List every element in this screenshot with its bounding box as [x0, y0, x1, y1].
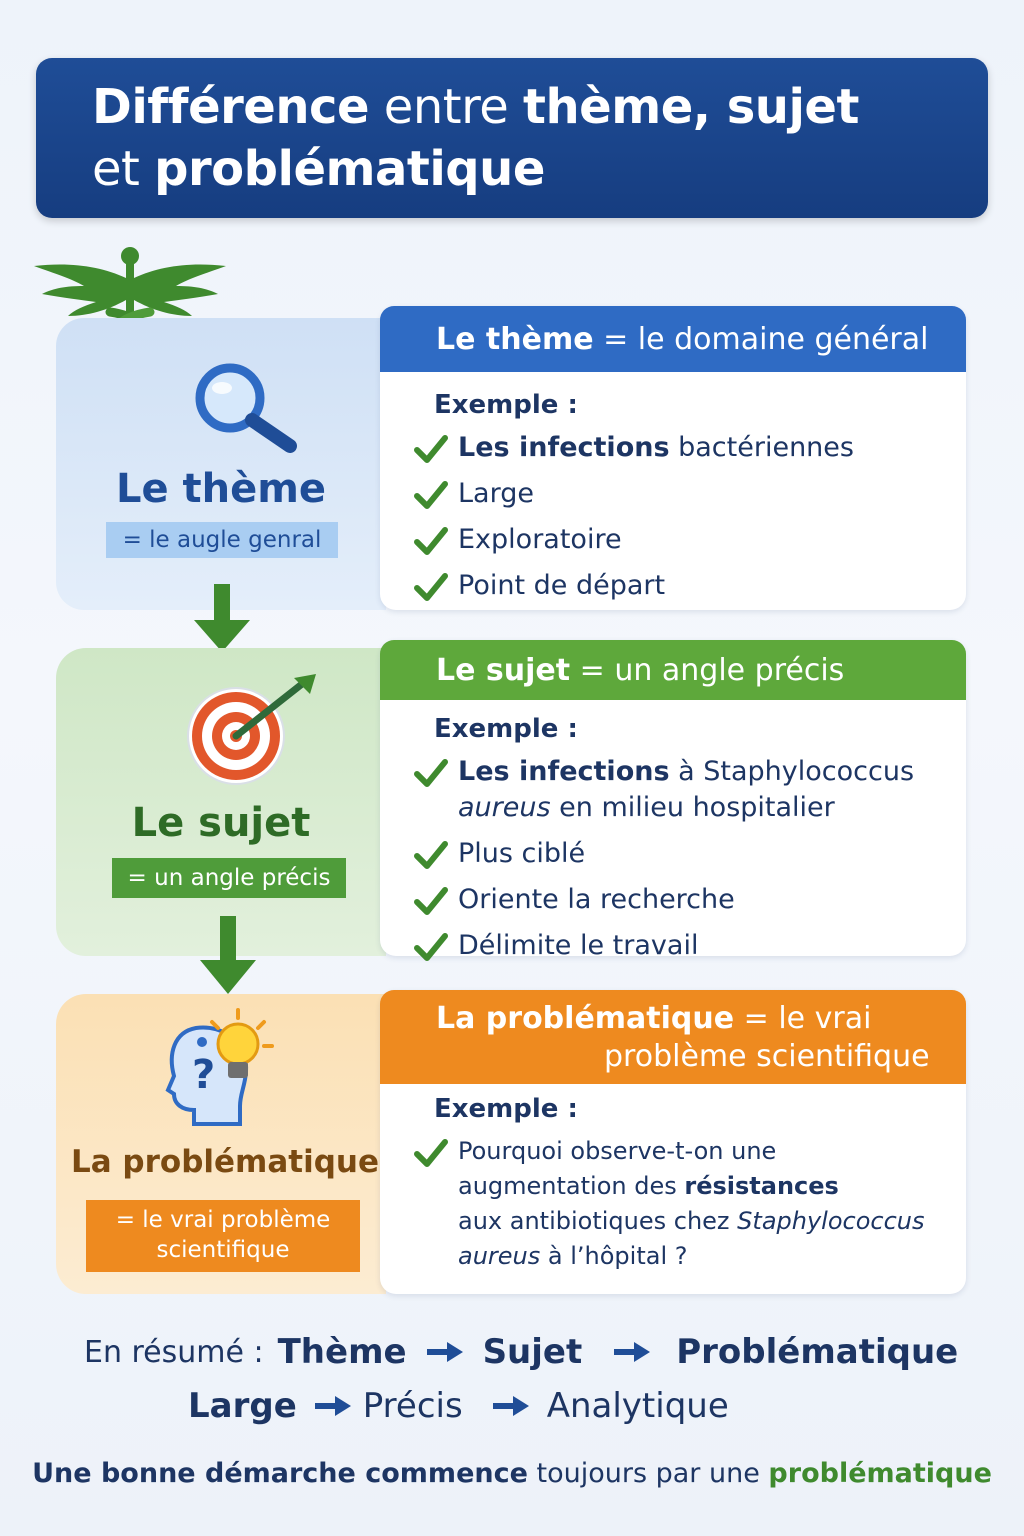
summary-problematique: Problématique [676, 1332, 959, 1372]
summary-label: En résumé : [84, 1334, 264, 1370]
problematique-panel-title: La problématique [70, 1144, 380, 1180]
target-icon [176, 672, 326, 788]
sujet-panel-title: Le sujet [131, 800, 311, 846]
problematique-section [56, 990, 966, 1294]
problematique-header-bold: La problématique [436, 1001, 735, 1036]
title-part-1: Différence [92, 79, 370, 135]
sujet-example-label: Exemple : [434, 714, 578, 744]
title-part-3: thème, sujet [523, 79, 859, 135]
theme-item-2 [414, 476, 966, 512]
problematique-card [380, 990, 966, 1294]
theme-item-4-text: Point de départ [458, 570, 666, 601]
theme-example-label: Exemple : [434, 390, 578, 420]
theme-section [56, 306, 966, 610]
theme-item-3 [414, 522, 966, 558]
theme-card [380, 306, 966, 610]
footer-green: problématique [768, 1458, 992, 1489]
check-icon [414, 932, 448, 962]
theme-panel-pill: = le augle genral [106, 522, 338, 558]
problematique-q-italic-1: Staphylococcus [737, 1207, 925, 1235]
theme-item-3-text: Exploratoire [458, 524, 622, 555]
sujet-item-2 [414, 836, 966, 872]
check-icon [414, 434, 448, 464]
theme-card-body [380, 372, 966, 604]
sujet-header-rest: = un angle précis [579, 653, 845, 688]
problematique-example-label: Exemple : [434, 1094, 578, 1124]
problematique-panel-pill [86, 1200, 360, 1272]
check-icon [414, 480, 448, 510]
arrow-right-icon [313, 1394, 353, 1418]
arrow-right-icon [612, 1340, 652, 1364]
sujet-item-1-italic: aureus [458, 792, 551, 823]
footer-bold: Une bonne démarche commence [32, 1458, 528, 1489]
problematique-header-line-2: problème scientifique [604, 1039, 930, 1074]
sujet-card-body [380, 700, 966, 964]
sujet-card [380, 640, 966, 961]
title-part-4: et [92, 141, 140, 197]
check-icon [414, 526, 448, 556]
summary-analytique: Analytique [546, 1386, 729, 1426]
check-icon [414, 886, 448, 916]
title-part-2: entre [383, 79, 509, 135]
sujet-panel-pill: = un angle précis [112, 858, 346, 898]
check-icon [414, 1138, 448, 1168]
theme-header-bold: Le thème [436, 322, 594, 357]
sujet-item-4-text: Délimite le travail [458, 930, 699, 961]
problematique-q-line-2: augmentation des [458, 1172, 677, 1200]
arrow-down-icon [196, 916, 260, 996]
sujet-item-1 [414, 754, 966, 826]
theme-item-4 [414, 568, 966, 604]
title-line-2 [92, 138, 932, 200]
arrow-right-icon [425, 1340, 465, 1364]
theme-item-1 [414, 430, 966, 466]
summary-row-2 [0, 1386, 1024, 1426]
check-icon [414, 572, 448, 602]
theme-panel-title: Le thème [115, 466, 327, 512]
sujet-header-bold: Le sujet [436, 653, 571, 688]
theme-item-2-text: Large [458, 478, 534, 509]
magnifier-icon [186, 358, 306, 454]
sujet-section [56, 640, 966, 961]
summary-row-1 [0, 1332, 1024, 1372]
sujet-item-4 [414, 928, 966, 964]
summary-sujet: Sujet [482, 1332, 583, 1372]
problematique-card-body [380, 1084, 966, 1274]
problematique-card-header [380, 990, 966, 1084]
sujet-item-1-rest: à Staphylococcus [678, 756, 915, 787]
theme-card-header [380, 306, 966, 372]
footer-text [0, 1458, 1024, 1489]
problematique-q-italic-2: aureus [458, 1242, 541, 1270]
check-icon [414, 758, 448, 788]
arrow-right-icon [491, 1394, 531, 1418]
sujet-item-1-bold: Les infections [458, 756, 670, 787]
theme-item-1-bold: Les infections [458, 432, 670, 463]
theme-item-1-rest: bactériennes [678, 432, 854, 463]
problematique-question [414, 1134, 966, 1274]
problematique-q-line-3: aux antibiotiques chez [458, 1207, 730, 1235]
summary-large: Large [188, 1386, 297, 1426]
sujet-card-header [380, 640, 966, 700]
sujet-item-2-text: Plus ciblé [458, 838, 586, 869]
check-icon [414, 840, 448, 870]
problematique-q-line-4: à l’hôpital ? [547, 1242, 688, 1270]
head-lightbulb-icon [152, 1002, 292, 1132]
sujet-item-1-line2: en milieu hospitalier [559, 792, 835, 823]
problematique-pill-line-1: = le vrai problème [115, 1207, 331, 1233]
summary-theme: Thème [277, 1332, 407, 1372]
problematique-pill-line-2: scientifique [156, 1237, 290, 1263]
title-banner [36, 58, 988, 218]
theme-header-rest: = le domaine général [603, 322, 929, 357]
problematique-q-line-1: Pourquoi observe-t-on une [458, 1137, 777, 1165]
footer-rest: toujours par une [536, 1458, 760, 1489]
problematique-q-bold: résistances [684, 1172, 839, 1200]
svg-text:?: ? [192, 1052, 216, 1098]
problematique-header-rest: = le vrai [743, 1001, 872, 1036]
sujet-item-3-text: Oriente la recherche [458, 884, 735, 915]
sujet-item-3 [414, 882, 966, 918]
summary-precis: Précis [362, 1386, 463, 1426]
title-part-5: problématique [154, 141, 545, 197]
title-line-1 [92, 76, 932, 138]
